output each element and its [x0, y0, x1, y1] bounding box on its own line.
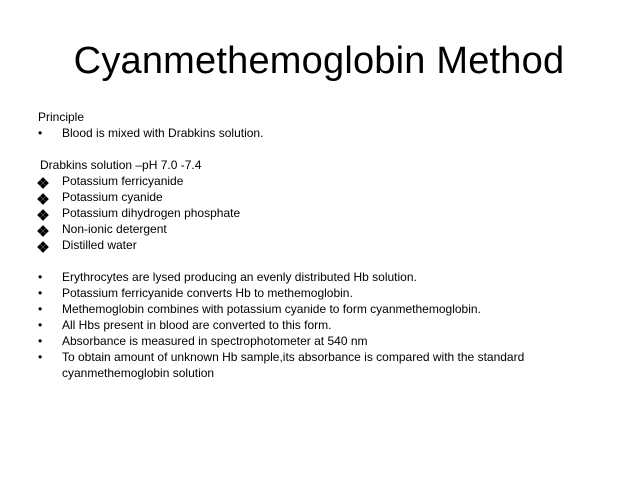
process-bullet-text: To obtain amount of unknown Hb sample,its absorbance is compared with the standard cyanmethemoglobin solution [62, 350, 525, 380]
solution-heading: Drabkins solution –pH 7.0 -7.4 [40, 158, 202, 172]
slide-body [38, 109, 618, 381]
four-diamond-bullet-icon [38, 226, 48, 236]
bullet-dot-icon: • [38, 270, 43, 284]
solution-list-item [38, 237, 618, 253]
bullet-dot-icon: • [38, 318, 43, 332]
process-bullet-item [38, 285, 618, 301]
process-bullet-item [38, 349, 618, 381]
solution-item-text: Potassium cyanide [62, 190, 163, 204]
process-bullet-text: Potassium ferricyanide converts Hb to methemoglobin. [62, 286, 353, 300]
principle-heading: Principle [38, 110, 85, 124]
solution-list-item [38, 205, 618, 221]
process-bullet-item [38, 269, 618, 285]
solution-list-item [38, 173, 618, 189]
solution-item-text: Potassium ferricyanide [62, 174, 184, 188]
slide-title: Cyanmethemoglobin Method [73, 40, 565, 82]
solution-item-text: Non-ionic detergent [62, 222, 167, 236]
solution-item-text: Potassium dihydrogen phosphate [62, 206, 241, 220]
process-bullet-item [38, 317, 618, 333]
four-diamond-bullet-icon [38, 194, 48, 204]
four-diamond-bullet-icon [38, 242, 48, 252]
process-bullet-text: Erythrocytes are lysed producing an evenly distributed Hb solution. [62, 270, 417, 284]
bullet-dot-icon: • [38, 350, 43, 364]
solution-list-item [38, 189, 618, 205]
bullet-dot-icon: • [38, 302, 43, 316]
solution-item-text: Distilled water [62, 238, 137, 252]
bullet-dot-icon: • [38, 126, 43, 140]
four-diamond-bullet-icon [38, 210, 48, 220]
principle-bullet-text: Blood is mixed with Drabkins solution. [62, 126, 264, 140]
process-bullet-text: All Hbs present in blood are converted to this form. [62, 318, 332, 332]
four-diamond-bullet-icon [38, 178, 48, 188]
principle-bullet-item [38, 125, 618, 141]
process-bullet-item [38, 301, 618, 317]
process-bullet-text: Methemoglobin combines with potassium cyanide to form cyanmethemoglobin. [62, 302, 481, 316]
spacer [38, 253, 618, 269]
process-bullet-item [38, 333, 618, 349]
bullet-dot-icon: • [38, 286, 43, 300]
process-bullet-text: Absorbance is measured in spectrophotometer at 540 nm [62, 334, 368, 348]
bullet-dot-icon: • [38, 334, 43, 348]
spacer [38, 141, 618, 157]
solution-list-item [38, 221, 618, 237]
